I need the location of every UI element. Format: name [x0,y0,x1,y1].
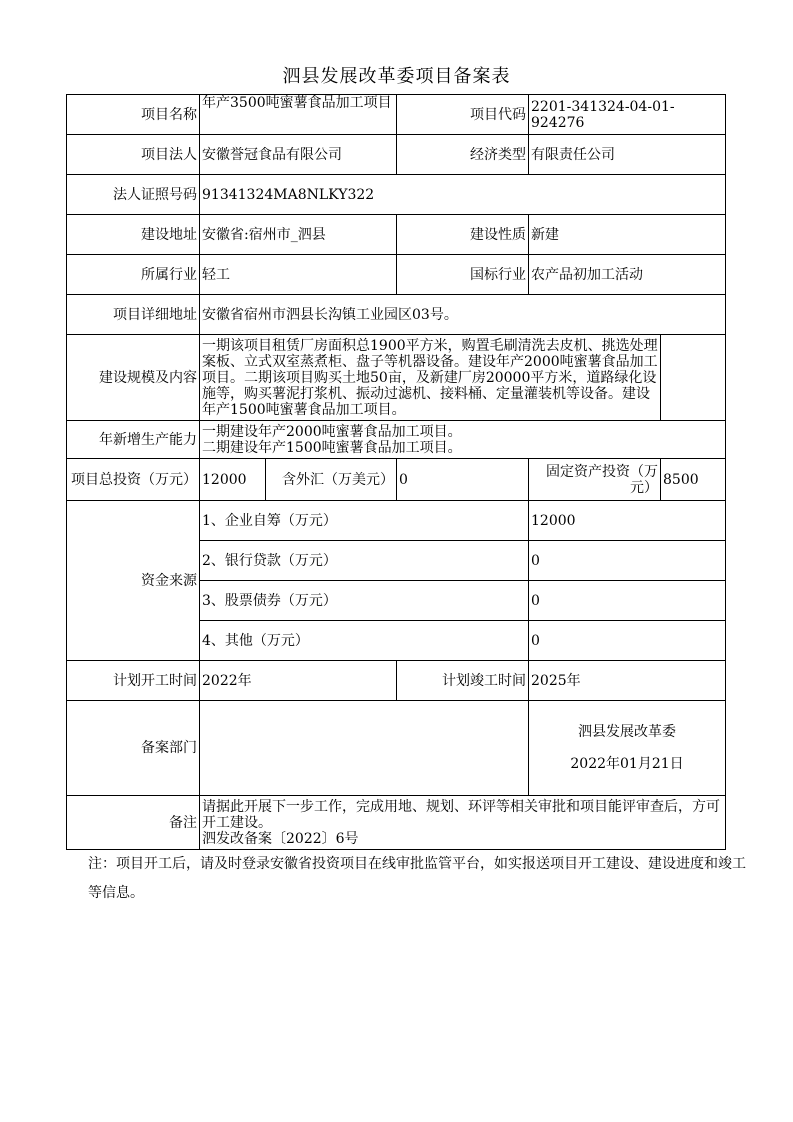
value-fixed-invest: 8500 [661,459,726,501]
row-industry [67,255,726,295]
footnote: 注：项目开工后，请及时登录安徽省投资项目在线审批监管平台，如实报送项目开工建设、建设进度和竣工等信息。 [88,856,746,901]
fund-source-label: 2、银行贷款（万元） [200,541,529,581]
department-stamp-area [529,701,726,796]
value-nature: 新建 [529,215,726,255]
row-detail-address [67,295,726,335]
value-detail-address: 安徽省宿州市泗县长沟镇工业园区03号。 [200,295,726,335]
department-date: 2022年01月21日 [570,756,684,772]
value-license-no: 91341324MA8NLKY322 [200,175,726,215]
remark-text: 请据此开展下一步工作，完成用地、规划、环评等相关审批和项目能评审查后，方可开工建设。 [202,798,720,831]
fund-source-label: 1、企业自筹（万元） [200,501,529,541]
row-fund-1 [67,501,726,541]
row-legal-person [67,135,726,175]
capacity-line-1: 一期建设年产2000吨蜜薯食品加工项目。 [202,423,462,440]
row-location [67,215,726,255]
fund-source-value: 0 [529,541,726,581]
value-industry: 轻工 [200,255,397,295]
label-legal-person: 项目法人 [67,135,200,175]
row-remark [67,796,726,850]
value-legal-person: 安徽誉冠食品有限公司 [200,135,397,175]
label-location: 建设地址 [67,215,200,255]
value-total-invest: 12000 [200,459,266,501]
capacity-line-2: 二期建设年产1500吨蜜薯食品加工项目。 [202,439,462,456]
department-name: 泗县发展改革委 [578,724,677,740]
form-title: 泗县发展改革委项目备案表 [282,66,511,87]
label-department: 备案部门 [67,701,200,796]
label-project-code: 项目代码 [397,95,529,135]
label-industry: 所属行业 [67,255,200,295]
row-capacity [67,421,726,459]
value-end-time: 2025年 [529,661,726,701]
fund-source-value: 0 [529,581,726,621]
fund-source-value: 12000 [529,501,726,541]
remark-doc-number: 泗发改备案〔2022〕6号 [202,830,359,847]
label-project-name: 项目名称 [67,95,200,135]
value-location: 安徽省:宿州市_泗县 [200,215,397,255]
label-economy-type: 经济类型 [397,135,529,175]
value-scale: 一期该项目租赁厂房面积总1900平方米，购置毛刷清洗去皮机、挑选处理案板、立式双室蒸煮柜、盘子等机器设备。建设年产2000吨蜜薯食品加工项目。二期该项目购买土地50亩，及新建厂房20000平方米，道路绿化设施等，购买薯泥打浆机、振动过滤机、接料桶、定量灌装机等设备。建设年产1500吨蜜薯食品加工项目。 [200,335,661,421]
value-start-time: 2022年 [200,661,397,701]
label-remark: 备注 [67,796,200,850]
value-capacity [200,421,726,459]
label-fixed-invest: 固定资产投资（万元） [529,459,661,501]
row-investment [67,459,726,501]
fund-source-label: 4、其他（万元） [200,621,529,661]
label-capacity: 年新增生产能力 [67,421,200,459]
value-remark [200,796,726,850]
row-department [67,701,726,796]
value-project-code: 2201-341324-04-01-924276 [529,95,726,135]
row-schedule [67,661,726,701]
label-detail-address: 项目详细地址 [67,295,200,335]
value-project-name: 年产3500吨蜜薯食品加工项目 [200,95,397,135]
scale-blank-cell [661,335,726,421]
row-license [67,175,726,215]
fund-source-value: 0 [529,621,726,661]
label-total-invest: 项目总投资（万元） [67,459,200,501]
value-foreign-exchange: 0 [397,459,529,501]
label-scale: 建设规模及内容 [67,335,200,421]
row-scale [67,335,726,421]
value-national-industry: 农产品初加工活动 [529,255,726,295]
filing-form-table [66,94,726,850]
label-foreign-exchange: 含外汇（万美元） [266,459,397,501]
row-project-name [67,95,726,135]
label-end-time: 计划竣工时间 [397,661,529,701]
fund-source-label: 3、股票债券（万元） [200,581,529,621]
label-nature: 建设性质 [397,215,529,255]
label-fund-source: 资金来源 [67,501,200,661]
value-economy-type: 有限责任公司 [529,135,726,175]
label-national-industry: 国标行业 [397,255,529,295]
department-blank-cell [200,701,529,796]
label-start-time: 计划开工时间 [67,661,200,701]
label-license-no: 法人证照号码 [67,175,200,215]
